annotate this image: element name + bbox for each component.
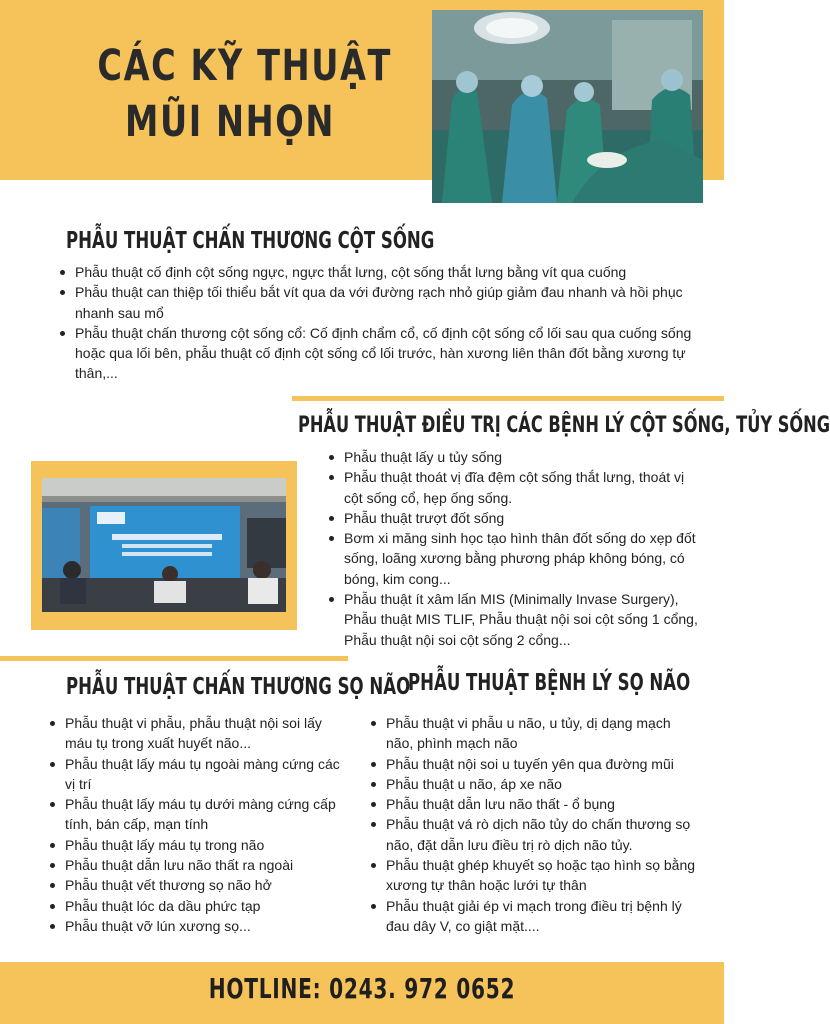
- list-item: Phẫu thuật lấy máu tụ ngoài màng cứng các vị trí: [45, 754, 345, 795]
- list-item: Phẫu thuật trượt đốt sống: [324, 508, 706, 528]
- section-heading-spine-disease: PHẪU THUẬT ĐIỀU TRỊ CÁC BỆNH LÝ CỘT SỐNG, TỦY SỐNG: [298, 412, 830, 438]
- list-item: Phẫu thuật can thiệp tối thiểu bắt vít qua da với đường rạch nhỏ giúp giảm đau nhanh và hồi phục nhanh sau mổ: [55, 282, 695, 323]
- list-item: Phẫu thuật vi phẫu, phẫu thuật nội soi lấy máu tụ trong xuất huyết não...: [45, 713, 345, 754]
- list-item: Bơm xi măng sinh học tạo hình thân đốt sống do xẹp đốt sống, loãng xương bằng phương pháp không bóng, có bóng, kim cong...: [324, 528, 706, 589]
- hotline-text: HOTLINE: 0243. 972 0652: [208, 972, 516, 1005]
- divider-rule-top: [292, 396, 724, 401]
- list-item: Phẫu thuật thoát vị đĩa đệm cột sống thắt lưng, thoát vị cột sống cổ, hẹp ống sống.: [324, 467, 706, 508]
- conference-photo: [42, 478, 286, 612]
- list-spine-trauma: [55, 262, 695, 384]
- list-item: Phẫu thuật vỡ lún xương sọ...: [45, 916, 345, 936]
- list-brain-disease: [366, 713, 696, 936]
- list-item: Phẫu thuật vi phẫu u não, u tủy, dị dạng mạch não, phình mạch não: [366, 713, 696, 754]
- list-item: Phẫu thuật u não, áp xe não: [366, 774, 696, 794]
- divider-rule-bottom: [0, 656, 348, 661]
- list-item: Phẫu thuật vết thương sọ não hở: [45, 875, 345, 895]
- list-item: Phẫu thuật giải ép vi mạch trong điều trị bệnh lý đau dây V, co giật mặt....: [366, 896, 696, 937]
- list-item: Phẫu thuật nội soi u tuyến yên qua đường mũi: [366, 754, 696, 774]
- list-item: Phẫu thuật cố định cột sống ngực, ngực thắt lưng, cột sống thắt lưng bằng vít qua cuống: [55, 262, 695, 282]
- list-item: Phẫu thuật chấn thương cột sống cổ: Cố định chẩm cổ, cố định cột sống cổ lối sau qua cuống sống hoặc qua lối bên, phẫu thuật cố định cột sống cổ lối trước, hàn xương liên thân đốt bằng xương tự thân,...: [55, 323, 695, 384]
- list-item: Phẫu thuật lấy máu tụ trong não: [45, 835, 345, 855]
- page-title: [97, 38, 392, 150]
- list-spine-disease: [324, 447, 706, 650]
- list-item: Phẫu thuật ghép khuyết sọ hoặc tạo hình sọ bằng xương tự thân hoặc lưới tự thân: [366, 855, 696, 896]
- section-heading-brain-trauma: PHẪU THUẬT CHẤN THƯƠNG SỌ NÃO: [66, 674, 411, 700]
- title-line-2: MŨI NHỌN: [125, 97, 335, 147]
- section-heading-brain-disease: PHẪU THUẬT BỆNH LÝ SỌ NÃO: [408, 670, 691, 696]
- list-item: Phẫu thuật dẫn lưu não thất ra ngoài: [45, 855, 345, 875]
- list-item: Phẫu thuật dẫn lưu não thất - ổ bụng: [366, 794, 696, 814]
- list-brain-trauma: [45, 713, 345, 936]
- list-item: Phẫu thuật lóc da dầu phức tạp: [45, 896, 345, 916]
- section-heading-spine-trauma: PHẪU THUẬT CHẤN THƯƠNG CỘT SỐNG: [66, 228, 435, 254]
- title-line-1: CÁC KỸ THUẬT: [97, 41, 392, 91]
- list-item: Phẫu thuật lấy máu tụ dưới màng cứng cấp tính, bán cấp, mạn tính: [45, 794, 345, 835]
- surgery-photo: [432, 10, 703, 203]
- list-item: Phẫu thuật lấy u tủy sống: [324, 447, 706, 467]
- list-item: Phẫu thuật vá rò dịch não tủy do chấn thương sọ não, đặt dẫn lưu điều trị rò dịch não tủy.: [366, 814, 696, 855]
- list-item: Phẫu thuật ít xâm lấn MIS (Minimally Invase Surgery), Phẫu thuật MIS TLIF, Phẫu thuật nội soi cột sống 1 cổng, Phẫu thuật nội soi cột sống 2 cổng...: [324, 589, 706, 650]
